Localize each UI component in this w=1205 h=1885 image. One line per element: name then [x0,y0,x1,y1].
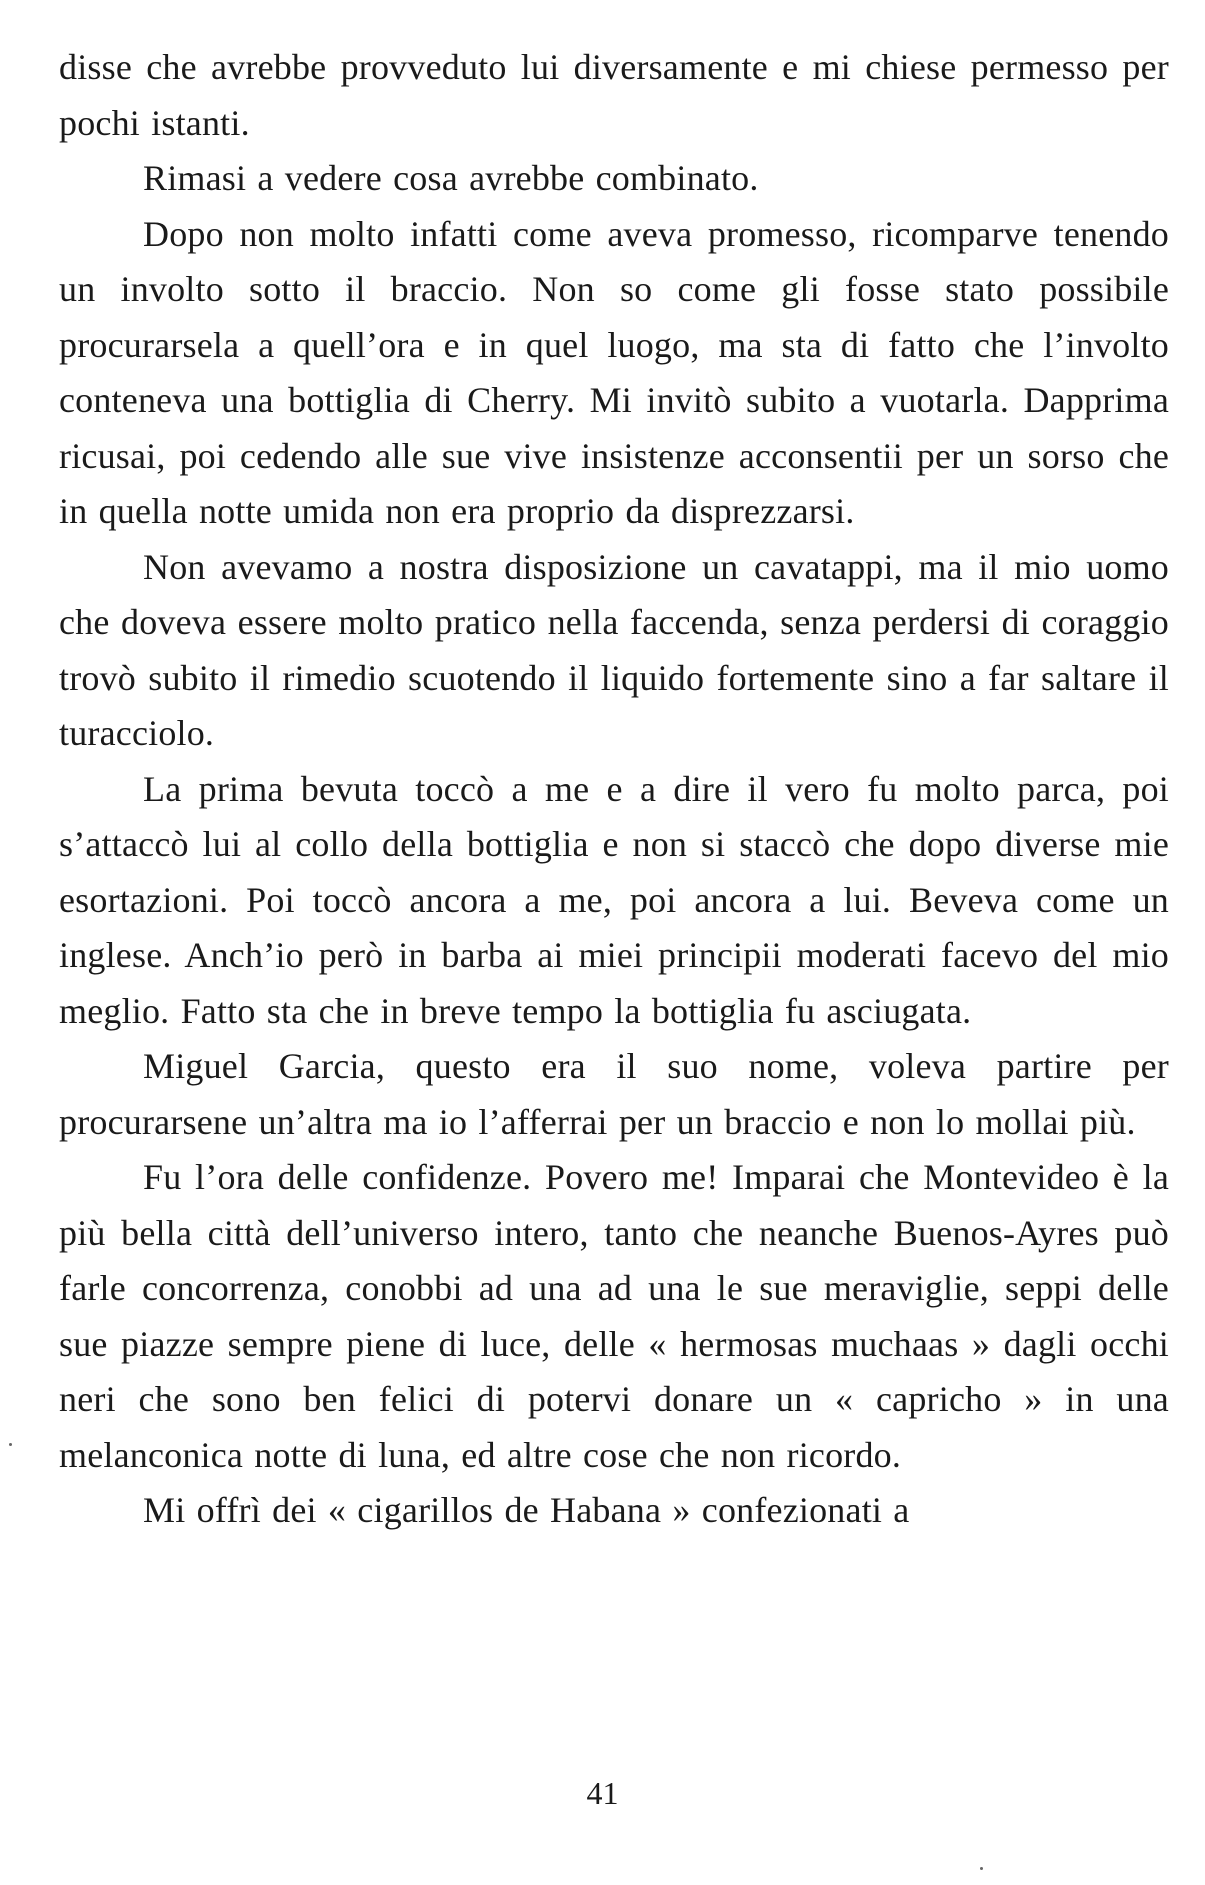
paragraph: La prima bevuta toccò a me e a dire il vero fu molto parca, poi s’attaccò lui al collo della bottiglia e non si staccò che dopo diverse mie esortazioni. Poi toccò ancora a me, poi ancora a lui. Beveva come un inglese. Anch’io però in barba ai miei principii moderati facevo del mio meglio. Fatto sta che in breve tempo la bottiglia fu asciugata. [59,768,1169,1031]
paragraph: Fu l’ora delle confidenze. Povero me! Imparai che Montevideo è la più bella città dell’universo intero, tanto che neanche Buenos-Ayres può farle concorrenza, conobbi ad una ad una le sue meraviglie, seppi delle sue piazze sempre piene di luce, delle « hermosas muchaas » dagli occhi neri che sono ben felici di potervi donare un « capricho » in una melanconica notte di luna, ed altre cose che non ricordo. [59,1157,1169,1475]
scan-speck [9,1443,12,1446]
paragraph-continuation: disse che avrebbe provveduto lui diversamente e mi chiese permesso per pochi istanti. [59,47,1169,143]
paragraph: Miguel Garcia, questo era il suo nome, voleva partire per procurarsene un’altra ma io l’afferrai per un braccio e non lo mollai più. [59,1046,1169,1142]
paragraph: Non avevamo a nostra disposizione un cavatappi, ma il mio uomo che doveva essere molto pratico nella faccenda, senza perdersi di coraggio trovò subito il rimedio scuotendo il liquido fortemente sino a far saltare il turacciolo. [59,546,1169,753]
scan-speck [980,1867,983,1870]
body-text [59,40,1169,1539]
page-number: 41 [586,1775,619,1811]
paragraph: Rimasi a vedere cosa avrebbe combinato. [143,158,759,198]
paragraph: Dopo non molto infatti come aveva promesso, ricomparve tenendo un involto sotto il braccio. Non so come gli fosse stato possibile procurarsela a quell’ora e in quel luogo, ma sta di fatto che l’involto conteneva una bottiglia di Cherry. Mi invitò subito a vuotarla. Dapprima ricusai, poi cedendo alle sue vive insistenze acconsentii per un sorso che in quella notte umida non era proprio da disprezzarsi. [59,213,1169,531]
paragraph: Mi offrì dei « cigarillos de Habana » confezionati a [143,1490,910,1530]
